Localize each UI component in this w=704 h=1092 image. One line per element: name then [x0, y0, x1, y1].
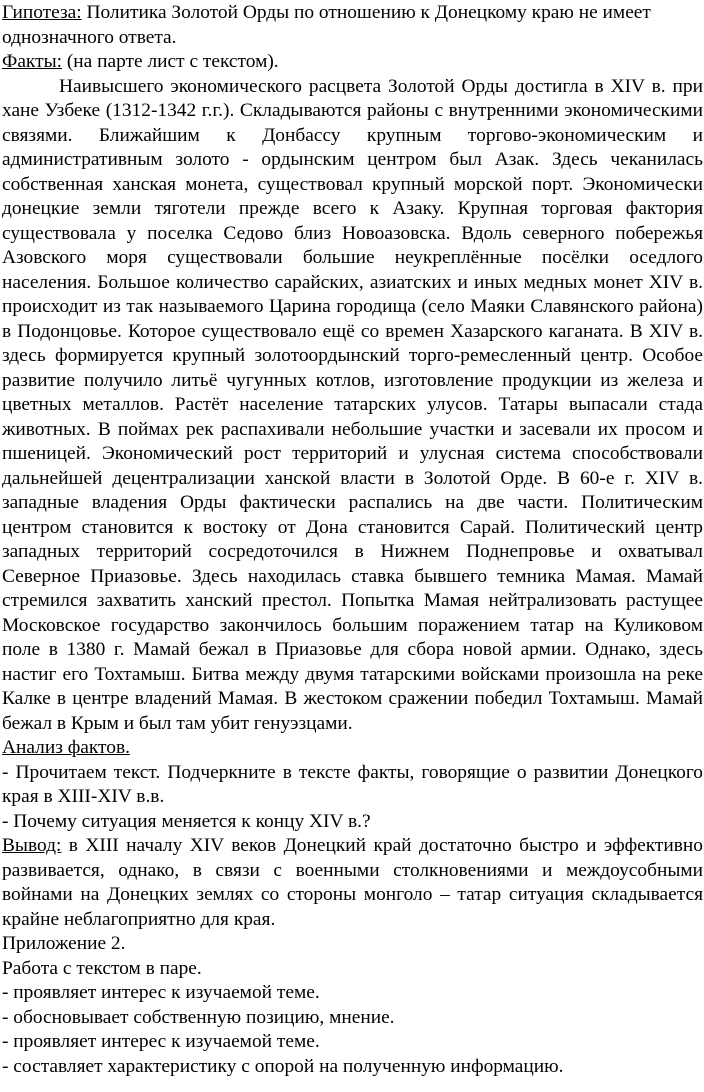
appendix-subtitle: Работа с текстом в паре. [2, 957, 202, 979]
analysis-item: - Почему ситуация меняется к концу XIV в.? [2, 810, 371, 832]
appendix-item: - проявляет интерес к изучаемой теме. [2, 1031, 320, 1052]
appendix-item: - проявляет интерес к изучаемой теме. [2, 982, 320, 1003]
appendix-item: - обосновывает собственную позицию, мнение. [2, 1006, 395, 1028]
main-text-paragraph: Наивысшего экономического расцвета Золотой Орды достигла в XIV в. при хане Узбеке (1312-1342 г.г.). Складываются районы с внутренними экономическими связями. Ближайшим к Донбассу крупным торгово-экономическим и административным золото - ордынским центром был Азак. Здесь чеканилась собственная ханская монета, существовал крупный морской порт. Экономически донецкие земли тяготели прежде всего к Азаку. Крупная торговая фактория существовала у поселка Седово близ Новоазовска. Вдоль северного побережья Азовского моря существовали большие неукреплённые посёлки оседлого населения. Большое количество сарайских, азиатских и иных медных монет XIV в. происходит из так называемого Царина городища (село Маяки Славянского района) в Подонцовье. Которое существовало ещё со времен Хазарского каганата. В XIV в. здесь формируется крупный золотоордынский торго-ремесленный центр. Особое развитие получило литьё чугунных котлов, изготовление продукции из железа и цветных металлов. Растёт население татарских улусов. Татары выпасали стада животных. В поймах рек распахивали небольшие участки и засевали их просом и пшеницей. Экономический рост территорий и улусная система способствовали дальнейшей децентрализации ханской власти в Золотой Орде. В 60-е г. XIV в. западные владения Орды фактически распались на две части. Политическим центром становится к востоку от Дона становится Сарай. Политический центр западных территорий сосредоточился в Нижнем Поднепровье и охватывал Северное Приазовье. Здесь находилась ставка бывшего темника Мамая. Мамай стремился захватить ханский престол. Попытка Мамая нейтрализовать растущее Московское государство закончилось большим поражением татар на Куликовом поле в 1380 г. Мамай бежал в Приазовье для сбора новой армии. Однако, здесь настиг его Тохтамыш. Битва между двумя татарскими войсками произошла на реке Калке в центре владений Мамая. В жестоком сражении победил Тохтамыш. Мамай бежал в Крым и был там убит генуэзцами. [2, 75, 703, 734]
analysis-title: Анализ фактов. [2, 737, 130, 758]
analysis-item: - Прочитаем текст. Подчеркните в тексте факты, говорящие о развитии Донецкого края в XIII-XIV в.в. [2, 761, 703, 807]
conclusion-paragraph [2, 834, 703, 932]
hypothesis-paragraph [2, 1, 703, 50]
hypothesis-text: Политика Золотой Орды по отношению к Донецкому краю не имеет однозначного ответа. [2, 2, 651, 48]
facts-paragraph [2, 50, 703, 75]
facts-text: (на парте лист с текстом). [61, 51, 279, 72]
appendix-title: Приложение 2. [2, 933, 126, 954]
facts-label: Факты: [2, 51, 62, 72]
hypothesis-label: Гипотеза: [2, 2, 82, 23]
appendix-item: - составляет характеристику с опорой на полученную информацию. [2, 1055, 564, 1077]
conclusion-label: Вывод: [2, 835, 62, 856]
conclusion-text: в XIII началу XIV веков Донецкий край достаточно быстро и эффективно развивается, однако, в связи с военными столкновениями и междоусобными войнами на Донецких землях со стороны монголо – татар ситуация складывается крайне неблагоприятно для края. [2, 835, 703, 930]
